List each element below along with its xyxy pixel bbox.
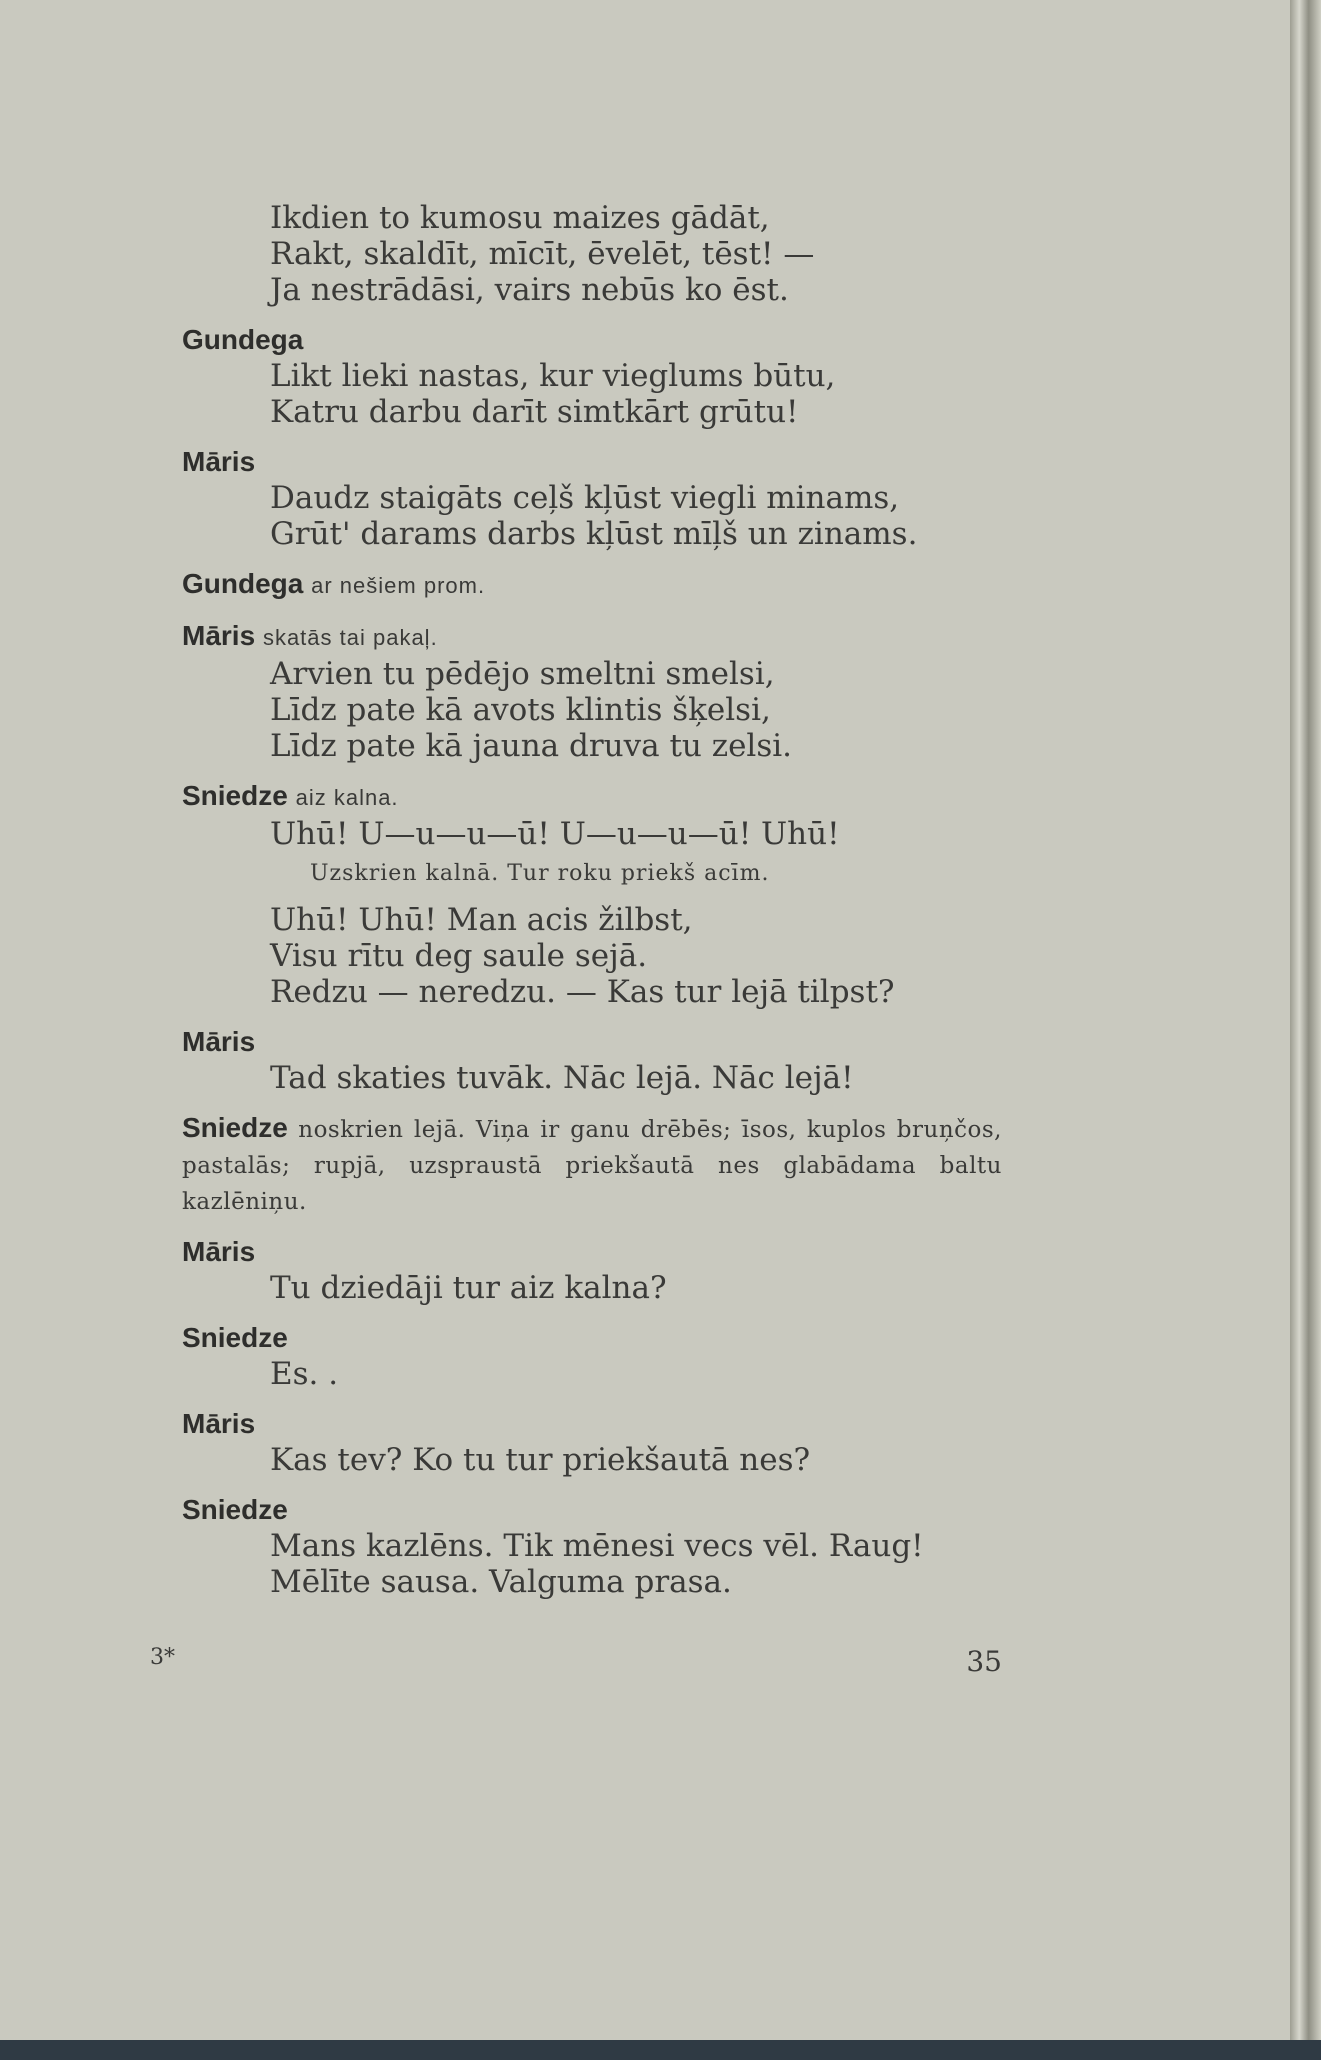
verse-line: Ikdien to kumosu maizes gādāt, bbox=[270, 200, 770, 236]
signature-mark: 3* bbox=[150, 1645, 175, 1670]
speaker-heading bbox=[182, 778, 1022, 816]
speaker-name: Sniedze bbox=[182, 1112, 288, 1143]
verse-line: Visu rītu deg saule sejā. bbox=[270, 938, 648, 974]
verse-line: Līdz pate kā jauna druva tu zelsi. bbox=[270, 728, 793, 764]
verse-block bbox=[182, 656, 1022, 764]
speaker-name: Sniedze bbox=[182, 1322, 288, 1353]
speaker-heading bbox=[182, 444, 1022, 480]
verse-block bbox=[182, 902, 1022, 1010]
speaker-heading bbox=[182, 1234, 1022, 1270]
speaker-name: Māris bbox=[182, 1408, 256, 1439]
speaker-name: Māris bbox=[182, 620, 256, 651]
stage-direction: aiz kalna. bbox=[295, 785, 399, 810]
verse-block bbox=[182, 1442, 1022, 1478]
stage-direction-text: noskrien lejā. Viņa ir ganu drēbēs; īsos, kuplos bruņčos, pastalās; rupjā, uzspraustā priekšautā nes glabādama baltu kazlēniņu. bbox=[182, 1117, 1002, 1215]
verse-line: Grūt' darams darbs kļūst mīļš un zinams. bbox=[270, 516, 918, 552]
stage-direction: Uzskrien kalnā. Tur roku priekš acīm. bbox=[310, 861, 770, 886]
scan-background bbox=[0, 2040, 1321, 2060]
speaker-name: Māris bbox=[182, 446, 256, 477]
speaker-heading bbox=[182, 618, 1022, 656]
stage-direction: skatās tai pakaļ. bbox=[262, 625, 438, 650]
speaker-name: Gundega bbox=[182, 568, 304, 599]
verse-line: Rakt, skaldīt, mīcīt, ēvelēt, tēst! — bbox=[270, 236, 815, 272]
verse-block bbox=[182, 200, 1022, 308]
verse-line: Kas tev? Ko tu tur priekšautā nes? bbox=[270, 1442, 811, 1478]
speaker-heading bbox=[182, 322, 1022, 358]
verse-block bbox=[182, 1528, 1022, 1600]
speaker-heading bbox=[182, 1492, 1022, 1528]
verse-line: Uhū! Uhū! Man acis žilbst, bbox=[270, 902, 693, 938]
verse-block bbox=[182, 1356, 1022, 1392]
verse-line: Līdz pate kā avots klintis šķelsi, bbox=[270, 692, 771, 728]
verse-line: Katru darbu darīt simtkārt grūtu! bbox=[270, 394, 799, 430]
play-text bbox=[182, 200, 1022, 1600]
page-edge bbox=[1290, 0, 1321, 2060]
verse-line: Likt lieki nastas, kur vieglums būtu, bbox=[270, 358, 836, 394]
speaker-heading bbox=[182, 1024, 1022, 1060]
verse-line: Es. . bbox=[270, 1356, 339, 1392]
verse-line: Redzu — neredzu. — Kas tur lejā tilpst? bbox=[270, 974, 895, 1010]
verse-block bbox=[182, 1060, 1022, 1096]
verse-line: Mēlīte sausa. Valguma prasa. bbox=[270, 1564, 732, 1600]
speaker-name: Sniedze bbox=[182, 780, 288, 811]
speaker-heading bbox=[182, 566, 1022, 604]
verse-line: Daudz staigāts ceļš kļūst viegli minams, bbox=[270, 480, 900, 516]
verse-line: Arvien tu pēdējo smeltni smelsi, bbox=[270, 656, 775, 692]
speaker-name: Māris bbox=[182, 1026, 256, 1057]
verse-line: Tu dziedāji tur aiz kalna? bbox=[270, 1270, 667, 1306]
verse-block bbox=[182, 480, 1022, 552]
verse-block bbox=[182, 816, 1022, 852]
speaker-name: Māris bbox=[182, 1236, 256, 1267]
page-number: 35 bbox=[966, 1645, 1002, 1678]
verse-line: Mans kazlēns. Tik mēnesi vecs vēl. Raug! bbox=[270, 1528, 924, 1564]
stage-direction: ar nešiem prom. bbox=[311, 573, 486, 598]
stage-paragraph bbox=[182, 1110, 1002, 1220]
speaker-name: Sniedze bbox=[182, 1494, 288, 1525]
speaker-name: Gundega bbox=[182, 324, 304, 355]
speaker-heading bbox=[182, 1406, 1022, 1442]
speaker-heading bbox=[182, 1320, 1022, 1356]
verse-line: Tad skaties tuvāk. Nāc lejā. Nāc lejā! bbox=[270, 1060, 854, 1096]
verse-line: Ja nestrādāsi, vairs nebūs ko ēst. bbox=[270, 272, 789, 308]
verse-block bbox=[182, 1270, 1022, 1306]
verse-block bbox=[182, 358, 1022, 430]
verse-line: Uhū! U—u—u—ū! U—u—u—ū! Uhū! bbox=[270, 816, 840, 852]
